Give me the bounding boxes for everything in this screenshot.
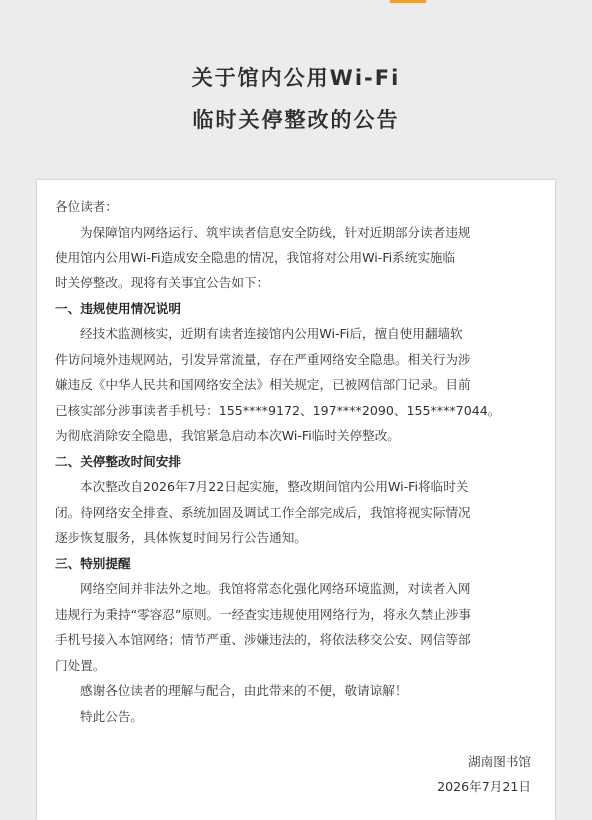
section-2-line: 闭。待网络安全排查、系统加固及调试工作全部完成后，我馆将视实际情况: [55, 505, 471, 520]
top-accent-tab: [390, 0, 426, 3]
section-2-line: 逐步恢复服务，具体恢复时间另行公告通知。: [55, 530, 307, 545]
signature: 湖南图书馆: [468, 754, 531, 769]
section-1-line: 为彻底消除安全隐患，我馆紧急启动本次Wi-Fi临时关停整改。: [55, 428, 400, 443]
intro-line: 使用馆内公用Wi-Fi造成安全隐患的情况，我馆将对公用Wi-Fi系统实施临: [55, 250, 456, 265]
thanks-line: 感谢各位读者的理解与配合，由此带来的不便，敬请谅解！: [80, 683, 408, 698]
page-title-line-2: 临时关停整改的公告: [192, 108, 400, 132]
intro-line: 时关停整改。现将有关事宜公告如下：: [55, 275, 270, 290]
page-title-line-1: 关于馆内公用Wi-Fi: [191, 66, 401, 90]
section-1-line: 已核实部分涉事读者手机号：155****9172、197****2090、155****7044。: [55, 403, 501, 418]
salutation: 各位读者：: [55, 199, 118, 214]
section-2-line: 本次整改自2026年7月22日起实施，整改期间馆内公用Wi-Fi将临时关: [80, 479, 469, 494]
section-1-heading: 一、违规使用情况说明: [55, 301, 181, 316]
closing-line: 特此公告。: [80, 709, 143, 724]
section-1-line: 件访问境外违规网站，引发异常流量，存在严重网络安全隐患。相关行为涉: [55, 352, 471, 367]
notice-paper: [37, 180, 555, 820]
section-3-line: 手机号接入本馆网络；情节严重、涉嫌违法的，将依法移交公安、网信等部: [55, 632, 471, 647]
section-1-line: 经技术监测核实，近期有读者连接馆内公用Wi-Fi后，擅自使用翻墙软: [80, 326, 463, 341]
section-3-line: 违规行为秉持“零容忍”原则。一经查实违规使用网络行为，将永久禁止涉事: [55, 607, 472, 622]
section-1-line: 嫌违反《中华人民共和国网络安全法》相关规定，已被网信部门记录。目前: [55, 377, 471, 392]
section-3-heading: 三、特别提醒: [55, 556, 131, 571]
intro-line: 为保障馆内网络运行、筑牢读者信息安全防线，针对近期部分读者违规: [80, 225, 471, 240]
section-3-line: 门处置。: [55, 658, 106, 673]
section-3-line: 网络空间并非法外之地。我馆将常态化强化网络环境监测，对读者入网: [80, 581, 471, 596]
section-2-heading: 二、关停整改时间安排: [55, 454, 181, 469]
notice-date: 2026年7月21日: [437, 779, 531, 794]
